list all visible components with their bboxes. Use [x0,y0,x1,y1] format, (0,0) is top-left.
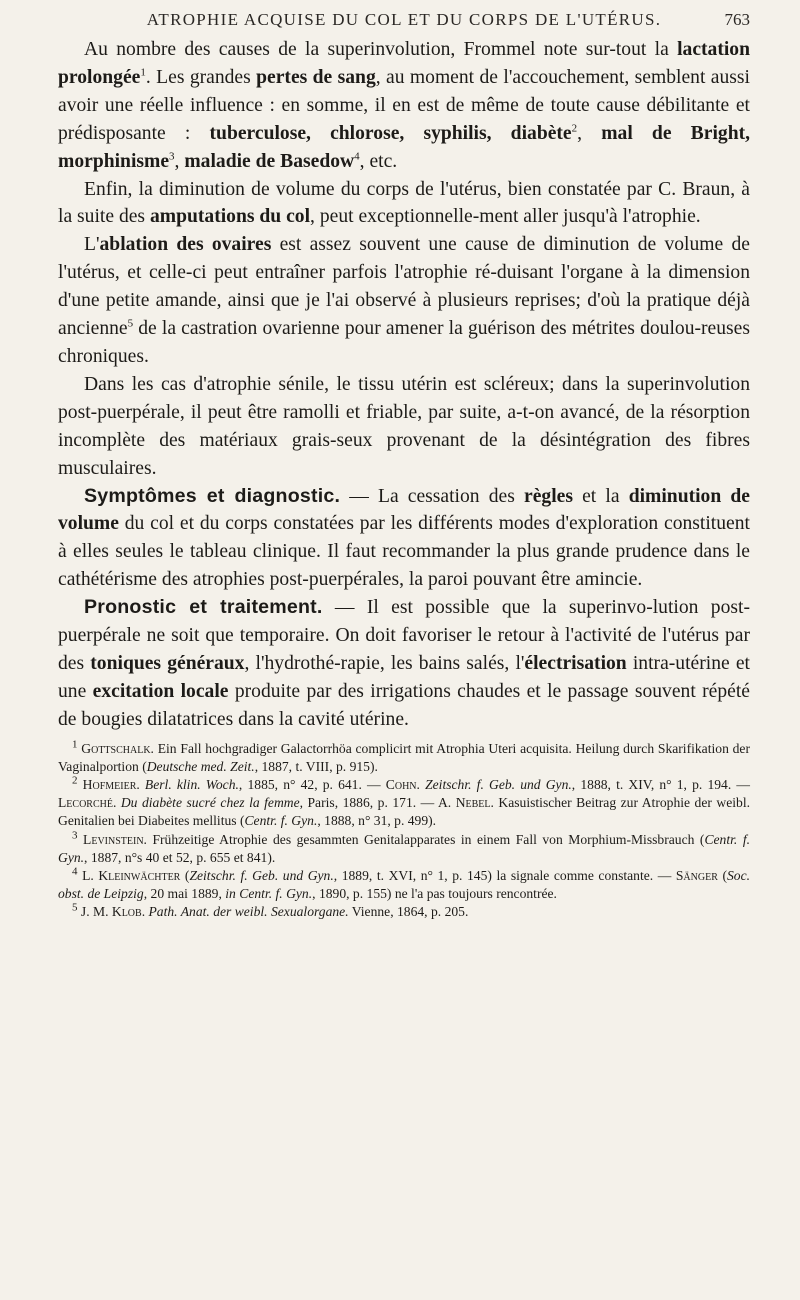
text: , 1887, n°s 40 et 52, p. 655 et 841). [84,849,276,865]
bold-term: tuberculose, chlorose, syphilis, diabète [209,122,572,144]
bold-term: excitation locale [92,680,229,702]
page-header [58,0,750,36]
footnote-author: Gottschalk. [81,740,154,756]
text: , [174,150,185,172]
text: L' [84,234,100,256]
bold-term: ablation des ovaires [99,234,272,256]
bold-term: règles [524,485,573,507]
paragraph-amputation [58,176,750,232]
text: Enfin, la diminution de volume du corps de l'utérus, bien constatée par C. Braun, à la suite des [58,178,750,228]
text: Dans les cas d'atrophie sénile, le tissu utérin est scléreux; dans la superinvolution post-puerpérale, il peut être ramolli et friable, par suite, a-t-on avancé, de la résorption incomplète des matériaux grais-seux provenant de la désintégration des fibres musculaires. [58,373,750,479]
citation-title: Zeitschr. f. Geb. und Gyn. [189,868,334,884]
text: ( [180,868,190,884]
footnote-author: Cohn. [385,777,420,793]
footnote-2 [58,776,750,831]
running-title: ATROPHIE ACQUISE DU COL ET DU CORPS DE L'UTÉRUS. [146,10,662,29]
paragraph-treatment [58,594,750,734]
footnote-ref: 3 [169,150,175,163]
text: . Les grandes [145,66,257,88]
text: produite par des irrigations chaudes et le passage souvent répété de bougies dilatatrices dans la cavité utérine. [58,680,750,730]
paragraph-causes [58,36,750,176]
footnote-number: 1 [72,738,78,751]
section-heading-treatment: Pronostic et traitement. [84,596,323,619]
text: , 1889, t. XVI, n° 1, p. 145) la signale comme constante. — [333,868,676,884]
bold-term: électrisation [524,652,627,674]
section-heading-symptoms: Symptômes et diagnostic. [84,484,341,507]
citation-title: Zeitschr. f. Geb. und Gyn. [419,777,572,793]
text: — Il est possible que la superinvo-lution post-puerpérale ne soit que temporaire. On doit favoriser le retour à l'activité de l'utérus par des [58,597,750,674]
text: , 1888, n° 31, p. 499). [317,813,437,829]
footnote-author: Sänger [675,868,718,884]
text: , 1888, t. XIV, n° 1, p. 194. — [571,777,750,793]
bold-term: diminution de volume [58,485,750,535]
text: Frühzeitige Atrophie des gesammten Genitalapparates in einem Fall von Morphium-Missbrauch ( [146,831,705,847]
footnote-4 [58,867,750,903]
bold-term: amputations du col [149,206,311,228]
footnote-5 [58,903,750,921]
footnote-author: Lecorché. [58,795,117,811]
text: , 20 mai 1889, [143,886,226,902]
text: du col et du corps constatées par les différents modes d'exploration constituent à elles seules le tableau clinique. Il faut recommander la plus grande prudence dans le cathétérisme des atrophies post-puerpérales, la paroi pouvant être amincie. [58,513,750,591]
footnote-ref: 4 [354,150,360,163]
text: , peut exceptionnelle-ment aller jusqu'à l'atrophie. [310,206,701,228]
citation-title: Du diabète sucré chez la femme [116,795,300,811]
citation-title: Centr. f. Gyn. [244,813,318,829]
text: , Paris, 1886, p. 171. — A. [299,795,456,811]
footnote-number: 2 [72,774,78,787]
footnote-1 [58,740,750,776]
bold-term: pertes de sang [256,66,376,88]
footnote-ref: 5 [127,317,134,330]
citation-title: in Centr. f. Gyn. [225,886,313,902]
citation-title: Soc. obst. de Leipzig [58,868,751,902]
text: , 1887, t. VIII, p. 915). [254,758,378,774]
footnote-number: 5 [72,901,78,914]
bold-term: mal de Bright, morphinisme [58,122,751,172]
paragraph-ovaries [58,231,750,371]
citation-title: Path. Anat. der weibl. Sexualorgane. [145,904,349,920]
text: de la castration ovarienne pour amener la guérison des métrites doulou-reuses chroniques. [58,318,750,367]
text: intra-utérine et une [58,652,750,702]
text: Vienne, 1864, p. 205. [348,904,469,920]
text: , 1890, p. 155) ne l'a pas toujours rencontrée. [312,886,557,902]
citation-title: Centr. f. Gyn. [58,831,751,865]
paragraph-symptoms [58,483,750,595]
footnote-ref: 1 [140,66,146,79]
text: et la [572,485,629,507]
citation-title: Berl. klin. Woch. [139,777,239,793]
footnote-ref: 2 [571,122,578,135]
footnote-author: J. M. Klob. [80,904,146,920]
bold-term: lactation prolongée [58,39,750,88]
text: Kasuistischer Beitrag zur Atrophie der weibl. Genitalien bei Diabeites mellitus ( [58,795,750,829]
footnote-author: Nebel. [455,795,494,811]
text: — La cessation des [340,485,524,507]
text: , etc. [359,150,398,172]
text: , [577,122,602,144]
footnote-author: Hofmeier. [82,777,140,793]
citation-title: Deutsche med. Zeit. [146,758,255,774]
text: , l'hydrothé-rapie, les bains salés, l' [244,652,525,674]
footnote-3 [58,831,750,867]
bold-term: maladie de Basedow [184,150,355,172]
footnote-author: L. Kleinwächter [82,868,181,884]
footnote-author: Levinstein. [83,831,147,847]
text: Au nombre des causes de la superinvolution, Frommel note sur-tout la [84,39,678,60]
bold-term: toniques généraux [90,652,245,674]
body-text [58,36,750,734]
text: , au moment de l'accouchement, semblent aussi avoir une réelle influence : en somme, il en est de même de toute cause débilitante et prédisposante : [58,66,750,144]
footnote-number: 4 [72,865,78,878]
footnote-number: 3 [72,829,78,842]
paragraph-senile [58,371,750,483]
page-number: 763 [724,10,750,29]
text: Ein Fall hochgradiger Galactorrhöa complicirt mit Atrophia Uteri acquisita. Heilung durch Skarifikation der Vaginalportion ( [58,740,750,774]
text: , 1885, n° 42, p. 641. — [238,777,386,793]
text: ( [717,868,727,884]
footnotes [58,740,750,922]
text: est assez souvent une cause de diminution de volume de l'utérus, et celle-ci peut entraîner parfois l'atrophie ré-duisant l'organe à la dimension d'une petite amande, ainsi que je l'ai observé à plusieurs reprises; d'où la pratique déjà ancienne [58,234,750,340]
